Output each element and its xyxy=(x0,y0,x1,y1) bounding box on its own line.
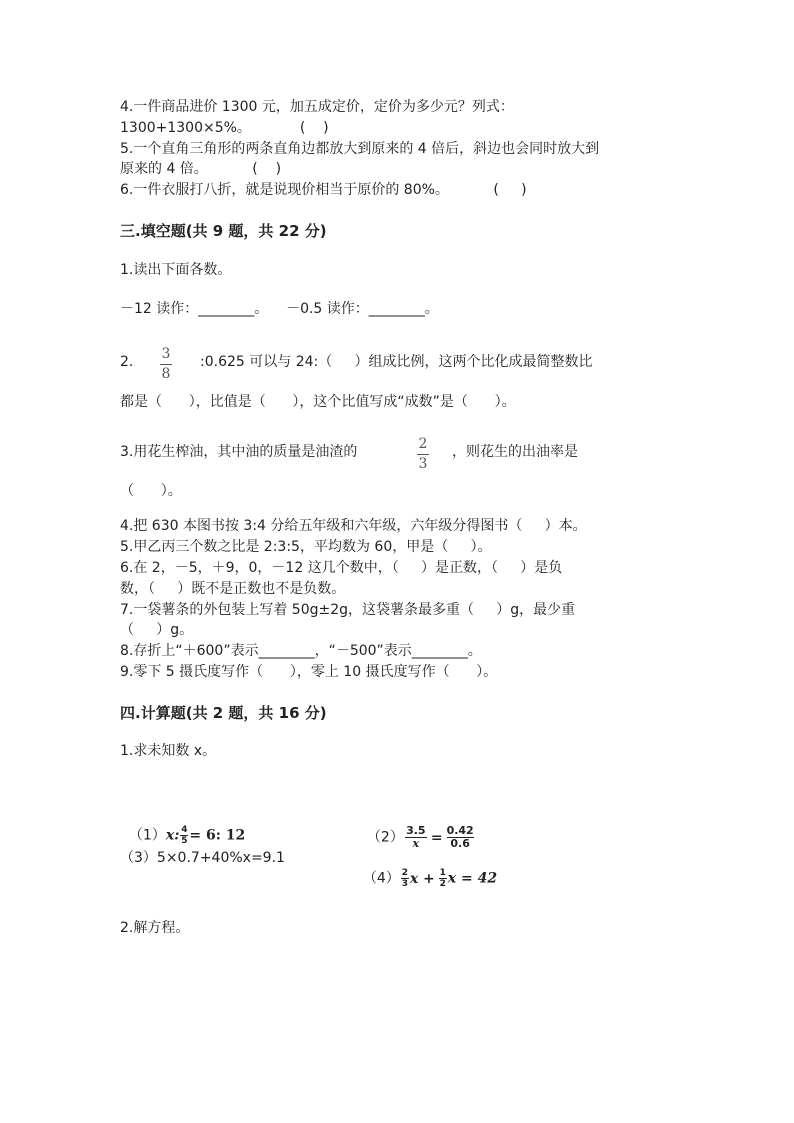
judge-q5-line1: 5.一个直角三角形的两条直角边都放大到原来的 4 倍后，斜边也会同时放大到 xyxy=(120,141,600,157)
fraction-numerator: 3.5 xyxy=(406,824,426,837)
fraction-numerator: 4 xyxy=(181,825,188,835)
equation-4 xyxy=(354,848,497,889)
fraction-3.5-x xyxy=(405,825,427,850)
equation-rhs: = 6: 12 xyxy=(189,827,246,844)
calc-q2: 2.解方程。 xyxy=(120,920,190,936)
fraction-denominator: 2 xyxy=(439,879,446,889)
fraction-bar xyxy=(417,454,429,455)
equation-3: （3）5×0.7+40%x=9.1 xyxy=(120,850,285,866)
fraction-numerator: 3 xyxy=(161,346,171,362)
fraction-numerator: 0.42 xyxy=(446,824,474,837)
equation-label: （2） xyxy=(366,829,404,846)
fraction-denominator: 0.6 xyxy=(450,837,470,850)
judge-q5-line2: 原来的 4 倍。 ( ) xyxy=(120,161,282,177)
equation-1 xyxy=(120,805,245,846)
fraction-denominator: 3 xyxy=(401,879,408,889)
fill-q1-answer: －12 读作：________。 －0.5 读作：________。 xyxy=(120,301,439,317)
section3-heading: 三.填空题(共 9 题，共 22 分) xyxy=(120,222,327,240)
fraction-numerator: 2 xyxy=(418,436,428,452)
fraction-numerator: 2 xyxy=(401,868,408,878)
fraction-numerator: 1 xyxy=(439,868,446,878)
fill-q2-prefix: 2. xyxy=(120,354,134,370)
variable-x: x xyxy=(165,827,175,844)
equation-term: x + xyxy=(409,870,435,887)
fill-q9: 9.零下 5 摄氏度写作（ ），零上 10 摄氏度写作（ ）。 xyxy=(120,664,498,680)
fraction-denominator: 5 xyxy=(181,836,188,846)
judge-q6-line1: 6.一件衣服打八折，就是说现价相当于原价的 80%。 ( ) xyxy=(120,182,527,198)
fraction-denominator: 3 xyxy=(418,456,428,472)
fill-q6-line1: 6.在 2，－5，＋9，0，－12 这几个数中，（ ）是正数，（ ）是负 xyxy=(120,560,563,576)
judge-q4-line1: 4.一件商品进价 1300 元，加五成定价，定价为多少元？列式： xyxy=(120,99,514,115)
fill-q2-line1: :0.625 可以与 24:（ ）组成比例，这两个比化成最简整数比 xyxy=(200,354,593,370)
fill-q1: 1.读出下面各数。 xyxy=(120,262,232,278)
equals-sign: = xyxy=(430,829,443,846)
section4-heading: 四.计算题(共 2 题，共 16 分) xyxy=(120,704,327,722)
fill-q5: 5.甲乙丙三个数之比是 2:3:5，平均数为 60，甲是（ ）。 xyxy=(120,539,492,555)
fill-q3-prefix: 3.用花生榨油，其中油的质量是油渣的 xyxy=(120,444,358,460)
equation-label: （1） xyxy=(128,827,166,844)
fill-q6-line2: 数，（ ）既不是正数也不是负数。 xyxy=(120,581,346,597)
fraction-denominator: 8 xyxy=(161,366,171,382)
fraction-bar xyxy=(160,364,172,365)
fill-q8: 8.存折上“＋600”表示________，“－500”表示________。 xyxy=(120,643,482,659)
fill-q7-line1: 7.一袋薯条的外包装上写着 50g±2g，这袋薯条最多重（ ）g，最少重 xyxy=(120,602,576,618)
fraction-denominator: x xyxy=(412,837,420,850)
fill-q3-suffix: ，则花生的出油率是 xyxy=(452,444,578,460)
fraction-4-5 xyxy=(180,825,188,846)
equation-2 xyxy=(358,805,475,850)
fraction-3-8 xyxy=(160,346,172,383)
ratio-colon: : xyxy=(174,827,180,844)
fill-q2-line2: 都是（ ），比值是（ ），这个比值写成“成数”是（ ）。 xyxy=(120,394,516,410)
judge-q4-line2: 1300+1300×5%。 ( ) xyxy=(120,120,329,136)
fill-q3-line2: （ ）。 xyxy=(120,483,182,499)
fill-q4: 4.把 630 本图书按 3:4 分给五年级和六年级，六年级分得图书（ ）本。 xyxy=(120,518,587,534)
fill-q7-line2: （ ）g。 xyxy=(120,622,194,638)
fraction-0.42-0.6 xyxy=(447,825,474,850)
fraction-2-3 xyxy=(417,436,429,473)
fraction-1-2 xyxy=(439,868,447,889)
fraction-2-3 xyxy=(401,868,409,889)
equation-label: （4） xyxy=(362,870,400,887)
calc-q1: 1.求未知数 x。 xyxy=(120,743,217,759)
equation-rhs: x = 42 xyxy=(447,870,498,887)
